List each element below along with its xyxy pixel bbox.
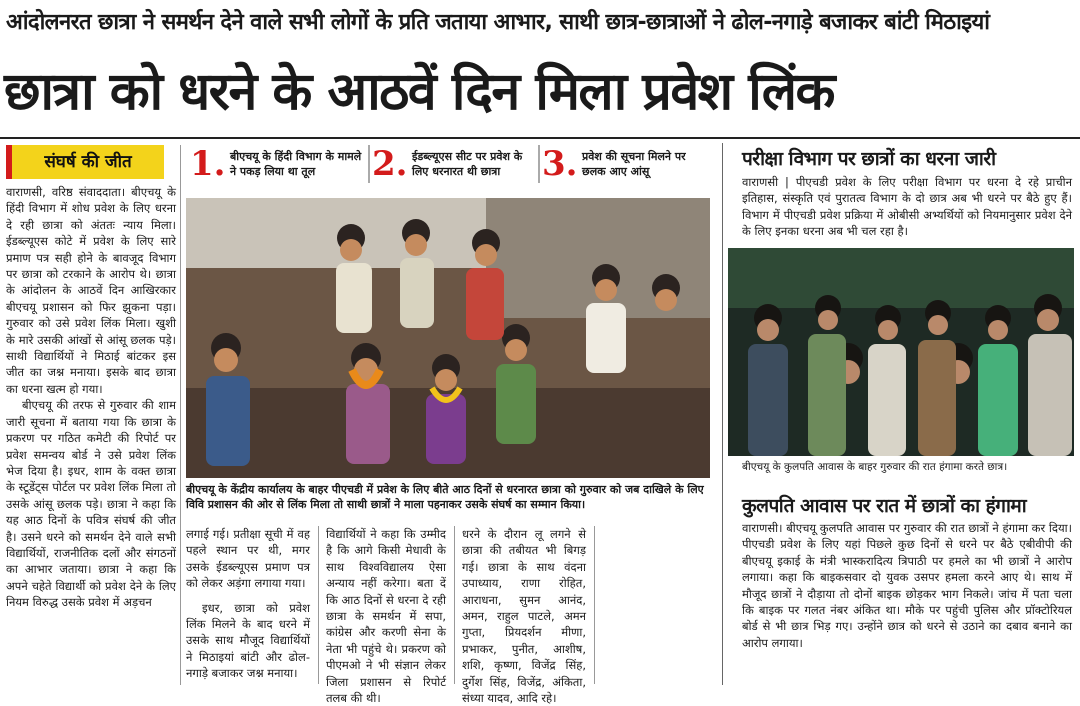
column-divider xyxy=(318,526,319,684)
key-point-2 xyxy=(372,143,536,185)
protest-photo xyxy=(186,198,710,478)
sidebar-headline-1: परीक्षा विभाग पर छात्रों का धरना जारी xyxy=(742,148,996,170)
article-column-5 xyxy=(602,526,710,686)
article-paragraph: लगाई गई। प्रतीक्षा सूची में वह पहले स्थान पर थी, मगर उसके ईडब्ल्यूएस प्रमाण पत्र को लेकर अड़ंगा लगाया गया। xyxy=(186,527,310,591)
point-number: 3. xyxy=(542,144,578,184)
column-divider xyxy=(454,526,455,684)
night-photo-illustration xyxy=(728,248,1074,456)
key-point-1 xyxy=(190,143,368,185)
sidebar-story-2: वाराणसी। बीएचयू कुलपति आवास पर गुरुवार की रात छात्रों ने हंगामा कर दिया। पीएचडी प्रवेश के लिए यहां पिछले कुछ दिनों से धरने पर बैठे एबीवीपी की बीएचयू इकाई के मंत्री भास्करादित्य त्रिपाठी पर हमले का भी छात्रों ने आरोप लगाया। कहा कि बाइकसवार दो युवक उसपर हमला करने आए थे। साथ में मौजूद छात्रों ने दौड़ाया तो दोनों बाइक छोड़कर भाग निकले। जांच में पता चला कि बाइक पर गलत नंबर अंकित था। मौके पर पहुंची पुलिस और प्रॉक्टोरियल बोर्ड से भी छात्र भिड़ गए। उन्होंने छात्र को धरने से उठाने का दबाव बनाने का आरोप लगाया। xyxy=(742,521,1072,650)
point-number: 1. xyxy=(190,144,226,184)
point-separator xyxy=(538,145,540,183)
column-divider xyxy=(594,526,595,684)
article-column-1 xyxy=(6,184,176,684)
article-column-2 xyxy=(186,526,310,686)
point-number: 2. xyxy=(372,144,408,184)
article-paragraph: बीएचयू की तरफ से गुरुवार की शाम जारी सूचना में बताया गया कि छात्रा के प्रकरण पर गठित कमेटी की रिपोर्ट पर प्रवेश समन्वय बोर्ड ने उसे प्रवेश लिंक भेज दिया है। इधर, शाम के वक्त छात्रा के स्टूडेंट्स पोर्टल पर प्रवेश लिंक मिला तो उसके आंसू छलक पड़े। छात्रा ने कहा कि यह आठ दिनों के पवित्र संघर्ष की जीत है। उसने धरने को समर्थन देने वाले सभी विद्यार्थियों, राजनीतिक दलों और संगठनों का आभार जताया। छात्रा ने कहा कि अपने चहेते विद्यार्थी को प्रवेश देने के लिए नियम विरुद्ध उसके प्रवेश में अड़चन xyxy=(6,398,176,610)
main-headline: छात्रा को धरने के आठवें दिन मिला प्रवेश लिंक xyxy=(4,62,834,122)
article-column-4: धरने के दौरान लू लगने से छात्रा की तबीयत भी बिगड़ गई। छात्रा के साथ वंदना उपाध्याय, राणा रोहित, आराधना, सुमन आनंद, अमन, राहुल पाटले, अमन गुप्ता, प्रियदर्शन मीणा, प्रभाकर, पुनीत, आशीष, शशि, कृष्णा, विजेंद्र सिंह, दुर्गेश सिंह, विजेंद्र, अंकिता, संध्या यादव, आदि रहे। xyxy=(462,527,586,706)
headline-rule xyxy=(0,137,1080,139)
article-paragraph: इधर, छात्रा को प्रवेश लिंक मिलने के बाद धरने में उसके साथ मौजूद विद्यार्थियों ने मिठाइयां बांटी और ढोल-नगाड़े बजाकर जश्न मनाया। xyxy=(186,600,310,681)
section-tag: संघर्ष की जीत xyxy=(6,145,164,179)
photo-caption: बीएचयू के केंद्रीय कार्यालय के बाहर पीएचडी में प्रवेश के लिए बीते आठ दिनों से धरनारत छात्रा को गुरुवार को जब दाखिले के लिए विवि प्रशासन की ओर से लिंक मिला तो साथी छात्रों ने माला पहनाकर उसके संघर्ष का सम्मान किया। xyxy=(186,483,704,511)
sidebar-divider xyxy=(722,143,723,685)
sidebar-headline-2: कुलपति आवास पर रात में छात्रों का हंगामा xyxy=(742,495,1027,517)
key-point-3 xyxy=(542,143,710,185)
article-column-3: विद्यार्थियों ने कहा कि उम्मीद है कि आगे किसी मेधावी के साथ विश्वविद्यालय ऐसा अन्याय नहीं करेगा। बता दें कि आठ दिनों से धरना दे रही छात्रा के समर्थन में सपा, कांग्रेस और करणी सेना के नेता भी पहुंचे थे। प्रकरण को पीएमओ ने भी संज्ञान लेकर जिला प्रशासन से रिपोर्ट तलब की थी। xyxy=(326,527,446,706)
article-paragraph: वाराणसी, वरिष्ठ संवाददाता। बीएचयू के हिंदी विभाग में शोध प्रवेश के लिए धरना दे रही छात्रा को अंततः न्याय मिला। ईडब्ल्यूएस कोटे में प्रवेश के लिए सारे प्रमाण पत्र सही होने के बावजूद विभाग पर छात्रा को टरकाने के आरोप थे। छात्रा के आंदोलन के आठवें दिन आखिरकार बीएचयू प्रशासन को फिर झुकना पड़ा। गुरुवार को उसे प्रवेश लिंक मिला। खुशी के मारे उसकी आंखों से आंसू छलक पड़े। साथी विद्यार्थियों ने मिठाई बांटकर इस जीत का जश्न मनाया। इसके बाद छात्रा का धरना खत्म हो गया। xyxy=(6,185,176,396)
point-separator xyxy=(368,145,370,183)
column-divider xyxy=(180,145,181,685)
sidebar-story-1: वाराणसी | पीएचडी प्रवेश के लिए परीक्षा विभाग पर धरना दे रहे प्राचीन इतिहास, संस्कृति एवं पुरातत्व विभाग के दो छात्र अब भी धरने पर बैठे हुए हैं। विभाग में पीएचडी प्रवेश प्रक्रिया में ओबीसी अभ्यर्थियों को नियमानुसार प्रवेश देने के लिए इनका धरना अब भी चल रहा है। xyxy=(742,175,1072,239)
point-text: प्रवेश की सूचना मिलने पर छलक आए आंसू xyxy=(582,150,686,178)
point-text: बीएचयू के हिंदी विभाग के मामले ने पकड़ लिया था तूल xyxy=(230,150,362,178)
point-text: ईडब्ल्यूएस सीट पर प्रवेश के लिए धरनारत थी छात्रा xyxy=(412,150,523,178)
sidebar-photo-caption: बीएचयू के कुलपति आवास के बाहर गुरुवार की रात हंगामा करते छात्र। xyxy=(742,461,1008,473)
night-protest-photo xyxy=(728,248,1074,456)
protest-photo-illustration xyxy=(186,198,710,478)
kicker-headline: आंदोलनरत छात्रा ने समर्थन देने वाले सभी लोगों के प्रति जताया आभार, साथी छात्र-छात्राओं ने ढोल-नगाड़े बजाकर बांटी मिठाइयां xyxy=(6,10,990,35)
